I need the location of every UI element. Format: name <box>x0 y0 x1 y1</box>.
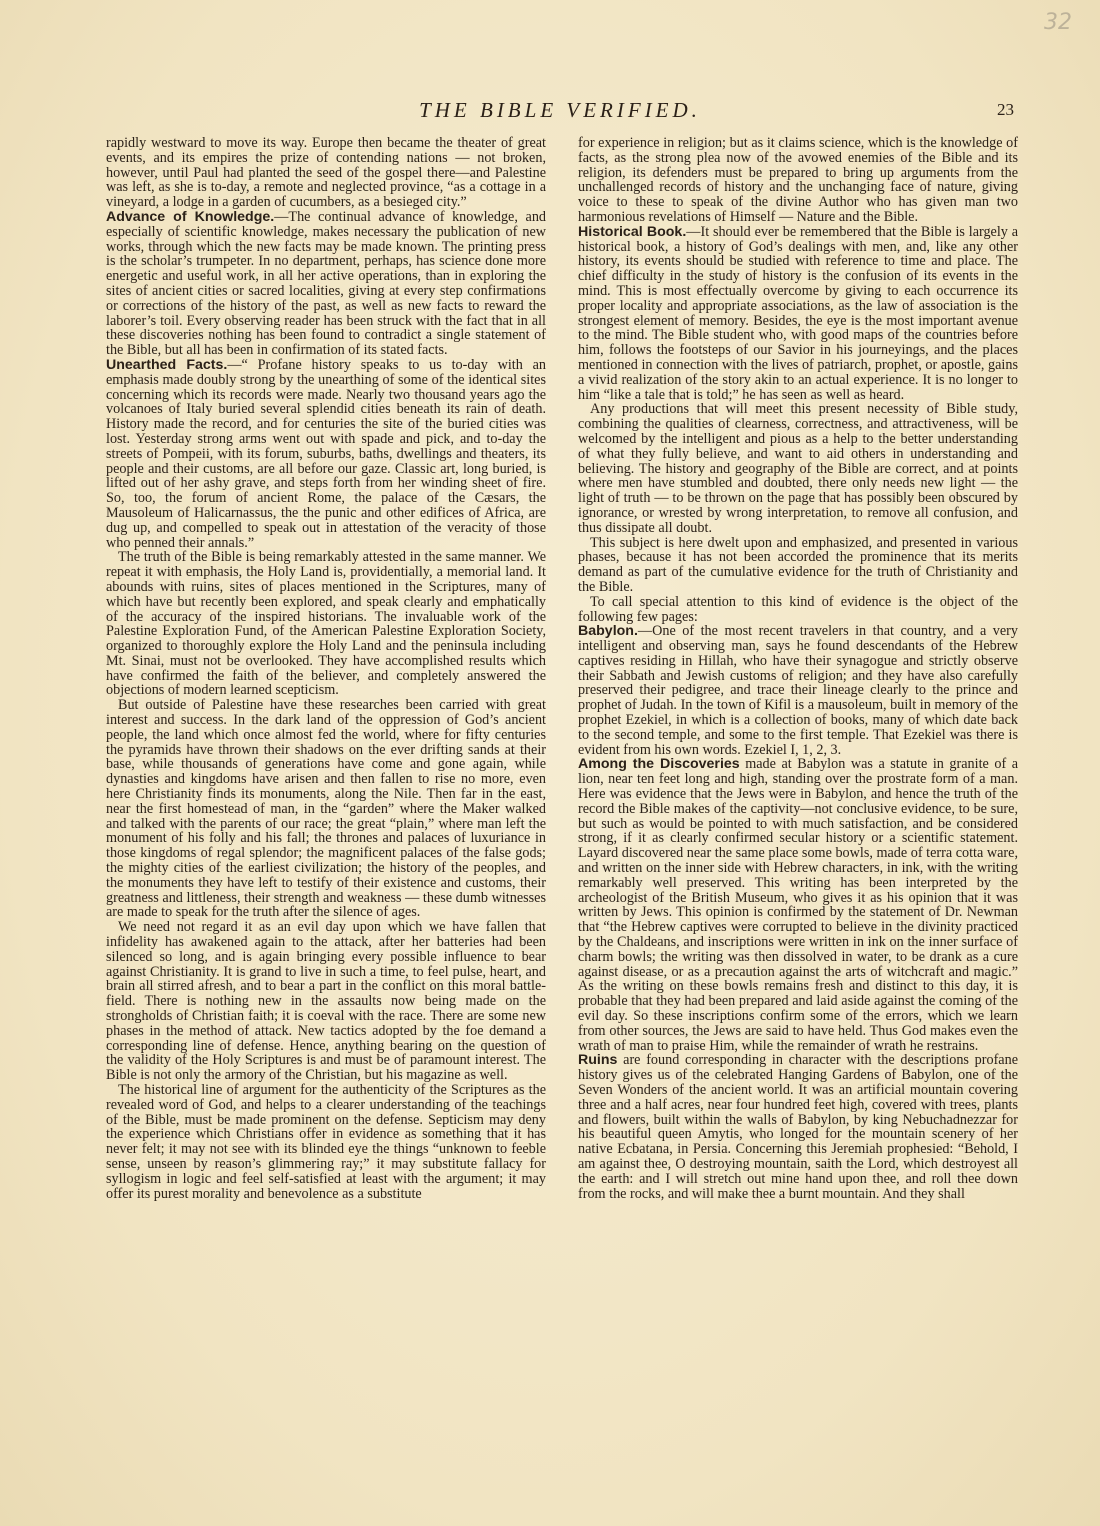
paragraph-text: We need not regard it as an evil day upon which we have fallen that infidelity has awakened again to the attack, after her batteries had been silenced so long, and is again bringing every possible influence to bear against Christianity. It is grand to live in such a time, to feel pulse, heart, and brain all stirred afresh, and to bear a part in the conflict on this moral battle-field. There is nothing new in the assaults now being made on the strongholds of Christian faith; it is coeval with the race. There are some new phases in the method of attack. New tactics adopted by the foe demand a corresponding line of defense. Hence, anything bearing on the question of the validity of the Holy Scriptures is and must be of paramount interest. The Bible is not only the armory of the Christian, but his magazine as well. <box>106 919 546 1084</box>
paragraph <box>106 698 546 920</box>
paragraph-text: To call special attention to this kind of evidence is the object of the following few pages: <box>578 593 1018 625</box>
paragraph <box>106 358 546 550</box>
running-head <box>106 98 1014 124</box>
paragraph-heading: Babylon. <box>578 623 638 640</box>
paragraph-text: are found corresponding in character with the descriptions profane history gives us of the celebrated Hanging Gardens of Babylon, one of the Seven Wonders of the ancient world. It was an artificial mountain covering three and a half acres, near four hundred feet high, covered with trees, plants and flowers, built within the walls of Babylon, by king Nebuchadnezzar for his beautiful queen Amytis, who longed for the mountain scenery of her native Ecbatana, in Persia. Concerning this Jeremiah prophesied: “Behold, I am against thee, O destroying mountain, saith the Lord, which destroyest all the earth: and I will stretch out mine hand upon thee, and roll thee down from the rocks, and will make thee a burnt mountain. And they shall <box>578 1052 1018 1202</box>
paragraph-text: rapidly westward to move its way. Europe then became the theater of great events, and its empires the prize of contending nations — not broken, however, until Paul had planted the seed of the gospel there—and Palestine was left, as she is to-day, a remote and neglected province, “as a cottage in a vineyard, a lodge in a garden of cucumbers, as a besieged city.” <box>106 136 546 211</box>
paragraph-text: —One of the most recent travelers in that country, and a very intelligent and observing man, says he found descendants of the Hebrew captives residing in Hillah, who have their synagogue and strictly observe their Sabbath and Jewish customs of religion; and they have also carefully preserved their pedigree, and trace their lineage clearly to the prince and prophet of Judah. In the town of Kifil is a mausoleum, built in memory of the prophet Ezekiel, in which is a collection of books, many of which date back to the second temple, and some to the first temple. That Ezekiel was there is evident from his own words. Ezekiel I, 1, 2, 3. <box>578 623 1018 758</box>
paragraph <box>578 757 1018 1053</box>
paragraph-heading: Ruins <box>578 1052 618 1069</box>
paragraph <box>578 536 1018 595</box>
paragraph <box>106 550 546 698</box>
paragraph-heading: Advance of Knowledge. <box>106 208 275 225</box>
paragraph-text: —“ Profane history speaks to us to-day with an emphasis made doubly strong by the unearthing of some of the identical sites concerning which its records were made. Nearly two thousand years ago the volcanoes of Italy buried several splendid cities beneath its rain of death. History made the record, and for centuries the site of the buried cities was lost. Yesterday strong arms went out with spade and pick, and to-day the streets of Pompeii, with its forum, suburbs, baths, dwellings and theaters, its people and their customs, are all before our gaze. Classic art, long buried, is lifted out of her ashy grave, and steps forth from her winding sheet of fire. So, too, the forum of ancient Rome, the palace of the Cæsars, the Mausoleum of Halicarnassus, the the punic and other edifices of Africa, are dug up, and compelled to speak out in attestation of the veracity of those who penned their annals.” <box>106 356 546 551</box>
paragraph-text: —It should ever be remembered that the Bible is largely a historical book, a history of God’s dealings with men, and, like any other history, its events should be studied with reference to time and place. The chief difficulty in the study of history is the confusion of its events in the mind. This is most effectually overcome by giving to each occurrence its proper locality and appropriate associations, as the law of association is the strongest element of memory. Besides, the eye is the most important avenue to the mind. The Bible student who, with good maps of the countries before him, follows the footsteps of our Savior in his journeyings, and the places mentioned in connection with the lives of patriarch, prophet, or apostle, gains a vivid realization of the story akin to an actual experience. It is no longer to him “like a tale that is told;” he has seen as well as heard. <box>578 223 1018 403</box>
paragraph <box>578 402 1018 535</box>
paragraph <box>106 920 546 1083</box>
paragraph <box>578 136 1018 225</box>
paragraph <box>578 1053 1018 1201</box>
paragraph <box>578 624 1018 757</box>
paragraph <box>106 136 546 210</box>
paragraph-text: This subject is here dwelt upon and emphasized, and presented in various phases, because it has not been accorded the prominence that its merits demand as part of the cumulative evidence for the truth of Christianity and the Bible. <box>578 534 1018 595</box>
running-title: THE BIBLE VERIFIED. <box>419 98 701 122</box>
paragraph <box>578 595 1018 625</box>
page-number: 23 <box>997 100 1014 119</box>
right-column <box>578 136 1018 1426</box>
paragraph <box>106 210 546 358</box>
paragraph-text: The historical line of argument for the authenticity of the Scriptures as the revealed word of God, and helps to a clearer understanding of the teachings of the Bible, must be made prominent on the defense. Septicism may deny the experience which Christians offer in evidence as something that it has never felt; it may not see with its blinded eye the things “unknown to feeble sense, unseen by reason’s glimmering ray;” it may substitute fallacy for syllogism in logic and feel self-satisfied at least with the argument; it may offer its purest morality and benevolence as a substitute <box>106 1082 546 1202</box>
paragraph-text: But outside of Palestine have these researches been carried with great interest and success. In the dark land of the oppression of God’s ancient people, the land which once almost fed the world, where for fifty centuries the pyramids have thrown their shadows on the ever drifting sands at their base, while thousands of generations have come and gone again, while dynasties and kingdoms have arisen and then fallen to rise no more, even here Christianity finds its monuments, along the Nile. Then far in the east, near the first homestead of man, in the “garden” where the Maker walked and talked with the parents of our race; the great “plain,” where man left the monument of his folly and his fall; the thrones and palaces of luxuriance in those kingdoms of regal splendor; the magnificent palaces of the false gods; the mighty cities of the earliest civilization; the history of the peoples, and the monuments they have left to testify of their existence and customs, their greatness and littleness, their strength and weakness — these dumb witnesses are made to speak for the truth after the silence of ages. <box>106 697 546 921</box>
paragraph-heading: Among the Discoveries <box>578 756 740 773</box>
paragraph-text: for experience in religion; but as it claims science, which is the knowledge of facts, as the strong plea now of the avowed enemies of the Bible and its religion, its defenders must be prepared to bring up arguments from the unchallenged records of history and the unchanging face of nature, giving voice to these to speak of the divine Author who has given man two harmonious revelations of Himself — Nature and the Bible. <box>578 136 1018 225</box>
paragraph <box>106 1083 546 1201</box>
paragraph-text: —The continual advance of knowledge, and especially of scientific knowledge, makes necessary the publication of new works, through which the new facts may be made known. The printing press is the scholar’s trumpeter. In no department, perhaps, has science done more energetic and useful work, in all her active operations, than in exploring the sites of ancient cities or sacred localities, giving at every step confirmations or corrections of the history of the past, as well as new facts to reward the laborer’s toil. Every observing reader has been struck with the fact that in all these discoveries nothing has been found to contradict a single statement of the Bible, but all has been in confirmation of its stated facts. <box>106 208 546 359</box>
left-column <box>106 136 546 1426</box>
paragraph <box>578 225 1018 403</box>
paragraph-text: Any productions that will meet this present necessity of Bible study, combining the qualities of clearness, correctness, and attractiveness, will be welcomed by the intelligent and pious as a help to the better understanding of what they fully believe, and want to aid others in understanding and believing. The history and geography of the Bible are correct, and at points where men have stumbled and doubted, there only needs new light — the light of truth — to be thrown on the page that has possibly been obscured by ignorance, or wrested by wrong interpretation, to remove all confusion, and thus dissipate all doubt. <box>578 401 1018 536</box>
paragraph-heading: Historical Book. <box>578 223 687 240</box>
text-columns <box>106 136 1018 1426</box>
paragraph-heading: Unearthed Facts. <box>106 356 228 373</box>
paragraph-text: The truth of the Bible is being remarkably attested in the same manner. We repeat it with emphasis, the Holy Land is, providentially, a memorial land. It abounds with ruins, sites of places mentioned in the Scriptures, many of which have but recently been explored, and speak clearly and emphatically of the accuracy of the inspired historians. The invaluable work of the Palestine Exploration Fund, of the American Palestine Exploration Society, organized to thoroughly explore the Holy Land and the peninsula including Mt. Sinai, must not be overlooked. They have accomplished results which have confirmed the faith of the believer, and completely answered the objections of modern learned scepticism. <box>106 549 546 699</box>
paragraph-text: made at Babylon was a statute in granite of a lion, near ten feet long and high, standing over the prostrate form of a man. Here was evidence that the Jews were in Babylon, and hence the truth of the record the Bible makes of the captivity—not conclusive evidence, to be sure, but such as would be pointed to with much satisfaction, and be considered strong, if it as clearly confirmed secular history or a scientific statement. Layard discovered near the same place some bowls, made of terra cotta ware, and written on the inner side with Hebrew characters, in ink, with the writing remarkably well preserved. This writing has been interpreted by the archeologist of the British Museum, who gives it as his opinion that it was written by Jews. This opinion is confirmed by the statement of Dr. Newman that “the Hebrew captives were corrupted to believe in the divinity practiced by the Chaldeans, and inscriptions were written in ink on the inner surface of charm bowls; the writing was then dissolved in water, to be drank as a cure against disease, or as a precaution against the arts of witchcraft and magic.” As the writing on these bowls remains fresh and distinct to this day, it is probable that they had been prepared and laid aside against the coming of the evil day. So these inscriptions confirm some of the errors, which we learn from other sources, the Jews are said to have held. Thus God makes even the wrath of man to praise Him, while the remainder of wrath he restrains. <box>578 756 1018 1054</box>
pencil-page-mark: 32 <box>1044 10 1072 35</box>
